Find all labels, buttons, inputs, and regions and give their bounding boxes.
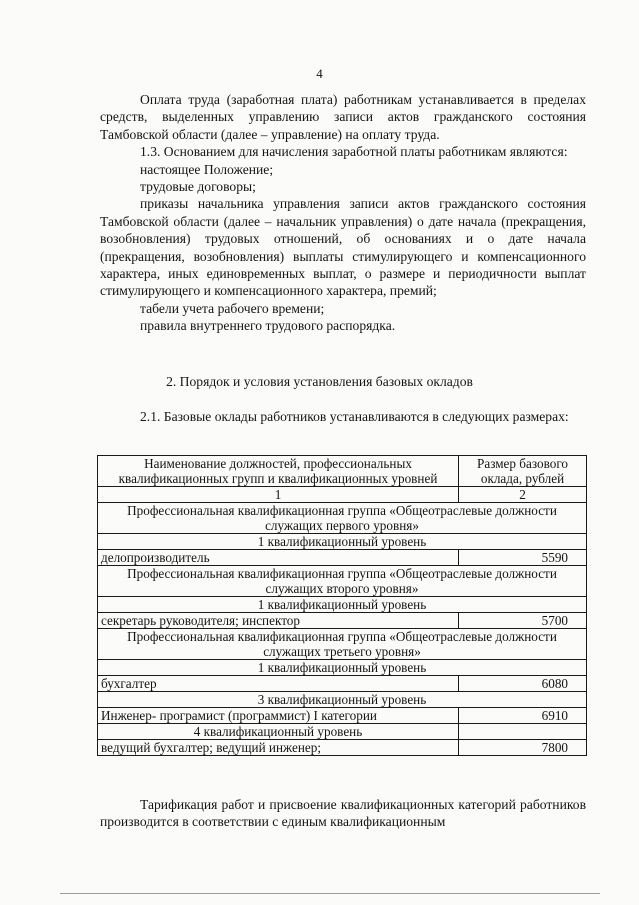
paragraph: 1.3. Основанием для начисления заработной платы работникам являются: [140,144,568,160]
salary-value: 5590 [459,550,587,566]
paragraph: правила внутреннего трудового распорядка. [140,318,396,334]
salary-value: 7800 [459,740,587,756]
empty-cell [459,724,587,740]
level-row: 1 квалификационный уровень [98,597,587,613]
salary-value: 6080 [459,676,587,692]
header-salary: Размер базового оклада, рублей [459,456,587,487]
position-name: бухгалтер [98,676,459,692]
table-number-row [98,487,587,503]
paragraph: Оплата труда (заработная плата) работникам устанавливается в пределах средств, выделенных управлению записи актов гражданского состояния Тамбовской области (далее – управление) на оплату труда. [100,92,586,142]
position-name: ведущий бухгалтер; ведущий инженер; [98,740,459,756]
closing-paragraph: Тарификация работ и присвоение квалификационных категорий работников производится в соответствии с единым квалификационным [100,797,586,830]
paragraph: трудовые договоры; [140,179,256,195]
salary-value: 5700 [459,613,587,629]
table-header-row [98,456,587,487]
section-heading: 2. Порядок и условия установления базовых окладов [166,374,473,389]
body-text [100,91,586,335]
table-row [98,724,587,740]
table-row [98,550,587,566]
paragraph: приказы начальника управления записи актов гражданского состояния Тамбовской области (далее – начальник управления) о дате начала (прекращения, возобновления) трудовых отношений, об основаниях и о дате начала (прекращения, возобновления) выплаты стимулирующего и компенсационного характера, иных единовременных выплат, о размере и периодичности выплат стимулирующего и компенсационного характера, премий; [100,196,586,299]
table-row [98,597,587,613]
salary-table [97,455,587,756]
group-row: Профессиональная квалификационная группа «Общеотраслевые должности служащих третьего уровня» [98,629,587,660]
table-row [98,534,587,550]
table-row [98,708,587,724]
table-row [98,613,587,629]
table-row [98,566,587,597]
table-row [98,740,587,756]
level-row: 1 квалификационный уровень [98,660,587,676]
table-row [98,629,587,660]
column-number-2: 2 [459,487,587,503]
scan-bottom-line [60,893,600,894]
table-row [98,503,587,534]
table-row [98,660,587,676]
position-name: секретарь руководителя; инспектор [98,613,459,629]
level-row: 1 квалификационный уровень [98,534,587,550]
header-position: Наименование должностей, профессиональных квалификационных групп и квалификационных уровней [98,456,459,487]
salary-value: 6910 [459,708,587,724]
table-row [98,692,587,708]
intro-paragraph: 2.1. Базовые оклады работников устанавливаются в следующих размерах: [140,409,569,424]
level-row: 4 квалификационный уровень [98,724,459,740]
group-row: Профессиональная квалификационная группа «Общеотраслевые должности служащих первого уровня» [98,503,587,534]
paragraph: настоящее Положение; [140,161,274,177]
level-row: 3 квалификационный уровень [98,692,587,708]
page-number: 4 [316,66,323,81]
group-row: Профессиональная квалификационная группа «Общеотраслевые должности служащих второго уровня» [98,566,587,597]
column-number-1: 1 [98,487,459,503]
position-name: Инженер- програмист (программист) I категории [98,708,459,724]
paragraph: табели учета рабочего времени; [140,300,325,316]
table-row [98,676,587,692]
position-name: делопроизводитель [98,550,459,566]
